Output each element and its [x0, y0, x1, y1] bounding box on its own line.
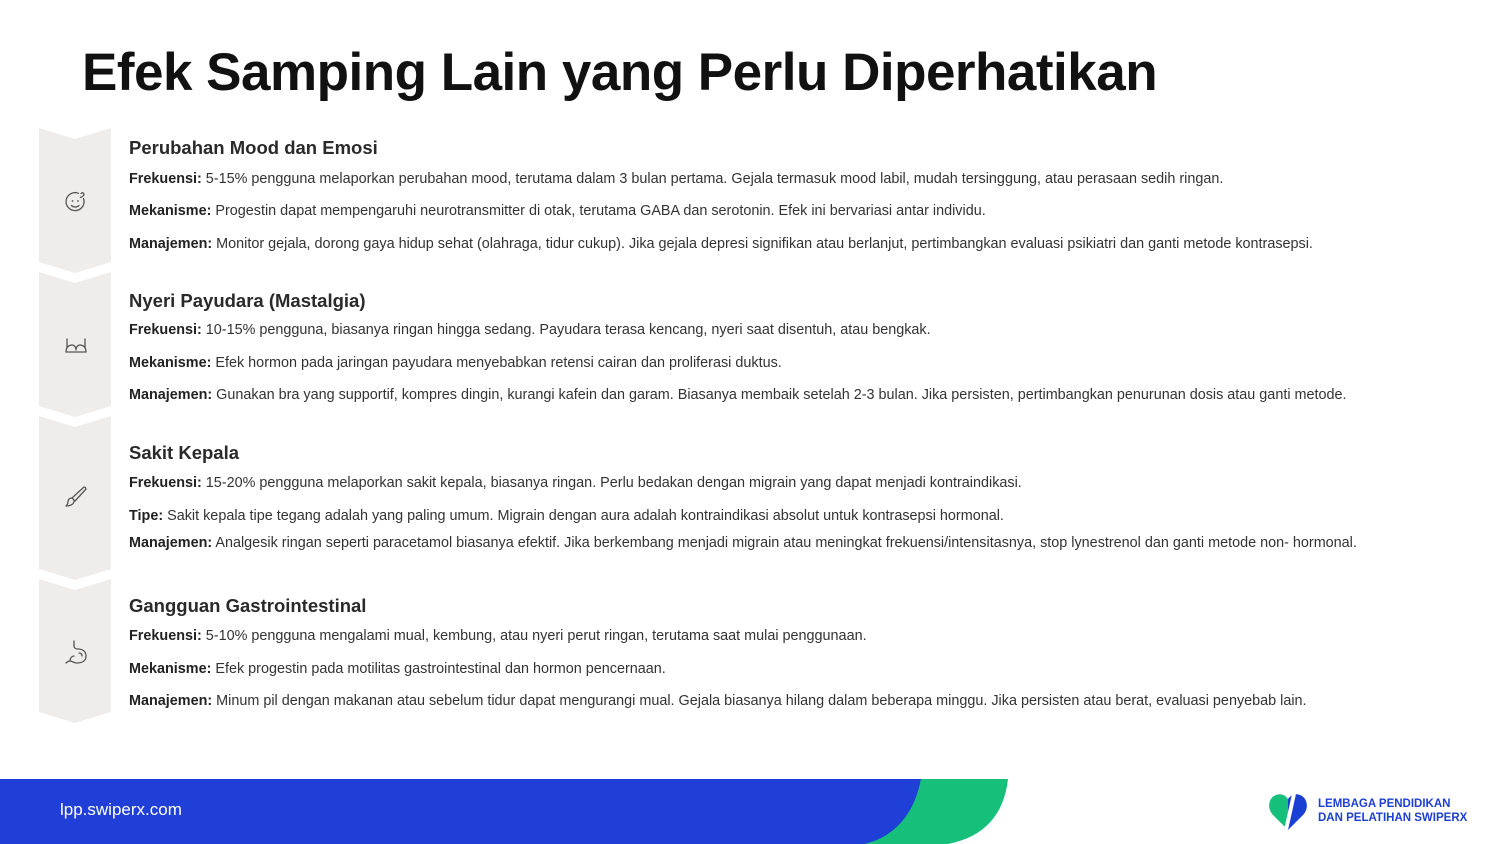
frequency-value: 5-15% pengguna melaporkan perubahan mood, terutama dalam 3 bulan pertama. Gejala termasuk mood labil, mudah tersinggung, atau perasaan sedih ringan. [201, 171, 1224, 187]
mechanism-text [129, 661, 666, 677]
management-text [129, 236, 1313, 252]
bra-icon [63, 333, 89, 359]
frequency-value: 5-10% pengguna mengalami mual, kembung, atau nyeri perut ringan, terutama saat mulai penggunaan. [201, 628, 867, 644]
management-value: Gunakan bra yang supportif, kompres dingin, kurangi kafein dan garam. Biasanya membaik setelah 2-3 bulan. Jika persisten, pertimbangkan penurunan dosis atau ganti metode. [212, 387, 1347, 403]
section-heading: Perubahan Mood dan Emosi [129, 137, 378, 158]
section-heading: Sakit Kepala [129, 442, 240, 463]
management-label: Manajemen: [129, 387, 213, 403]
swiperx-heart-logo-icon [1268, 790, 1308, 832]
management-label: Manajemen: [129, 535, 213, 551]
type-value: Sakit kepala tipe tegang adalah yang paling umum. Migrain dengan aura adalah kontraindikasi absolut untuk kontrasepsi hormonal. [163, 508, 1004, 524]
section-heading: Gangguan Gastrointestinal [129, 595, 367, 616]
management-value: Analgesik ringan seperti paracetamol biasanya efektif. Jika berkembang menjadi migrain atau meningkat frekuensi/intensitasnya, stop lynestrenol dan ganti metode non- hormonal. [212, 535, 1357, 551]
management-text [129, 535, 1357, 551]
frequency-value: 10-15% pengguna, biasanya ringan hingga sedang. Payudara terasa kencang, nyeri saat disentuh, atau bengkak. [201, 322, 931, 338]
frequency-text [129, 171, 1223, 187]
frequency-text [129, 628, 867, 644]
page-title: Efek Samping Lain yang Perlu Diperhatikan [82, 43, 1158, 102]
mechanism-label: Mekanisme: [129, 661, 212, 677]
management-label: Manajemen: [129, 236, 213, 252]
type-text [129, 508, 1004, 524]
mechanism-value: Progestin dapat mempengaruhi neurotransmitter di otak, terutama GABA dan serotonin. Efek ini bervariasi antar individu. [211, 203, 986, 219]
frequency-text [129, 475, 1022, 491]
logo-text-line2: DAN PELATIHAN SWIPERX [1318, 812, 1468, 824]
smiley-face-icon [63, 189, 89, 215]
frequency-label: Frekuensi: [129, 171, 202, 187]
section-heading: Nyeri Payudara (Mastalgia) [129, 290, 366, 311]
mechanism-text [129, 203, 986, 219]
stomach-icon [63, 639, 89, 665]
management-text [129, 693, 1307, 709]
management-value: Minum pil dengan makanan atau sebelum tidur dapat mengurangi mual. Gejala biasanya hilang dalam beberapa minggu. Jika persisten atau berat, evaluasi penyebab lain. [212, 693, 1307, 709]
management-label: Manajemen: [129, 693, 213, 709]
logo-text [1318, 797, 1467, 825]
frequency-label: Frekuensi: [129, 322, 202, 338]
mechanism-value: Efek progestin pada motilitas gastrointestinal dan hormon pencernaan. [211, 661, 666, 677]
frequency-text [129, 322, 931, 338]
frequency-label: Frekuensi: [129, 628, 202, 644]
mechanism-label: Mekanisme: [129, 355, 212, 371]
mechanism-label: Mekanisme: [129, 203, 212, 219]
management-value: Monitor gejala, dorong gaya hidup sehat (olahraga, tidur cukup). Jika gejala depresi signifikan atau berlanjut, pertimbangkan evaluasi psikiatri dan ganti metode kontrasepsi. [212, 236, 1313, 252]
mechanism-text [129, 355, 782, 371]
mechanism-value: Efek hormon pada jaringan payudara menyebabkan retensi cairan dan proliferasi duktus. [211, 355, 782, 371]
frequency-value: 15-20% pengguna melaporkan sakit kepala, biasanya ringan. Perlu bedakan dengan migrain yang dapat menjadi kontraindikasi. [201, 475, 1022, 491]
type-label: Tipe: [129, 508, 164, 524]
paintbrush-icon [63, 484, 89, 510]
frequency-label: Frekuensi: [129, 475, 202, 491]
footer-url-link[interactable]: lpp.swiperx.com [60, 800, 182, 819]
management-text [129, 387, 1347, 403]
logo-text-line1: LEMBAGA PENDIDIKAN [1318, 798, 1451, 810]
